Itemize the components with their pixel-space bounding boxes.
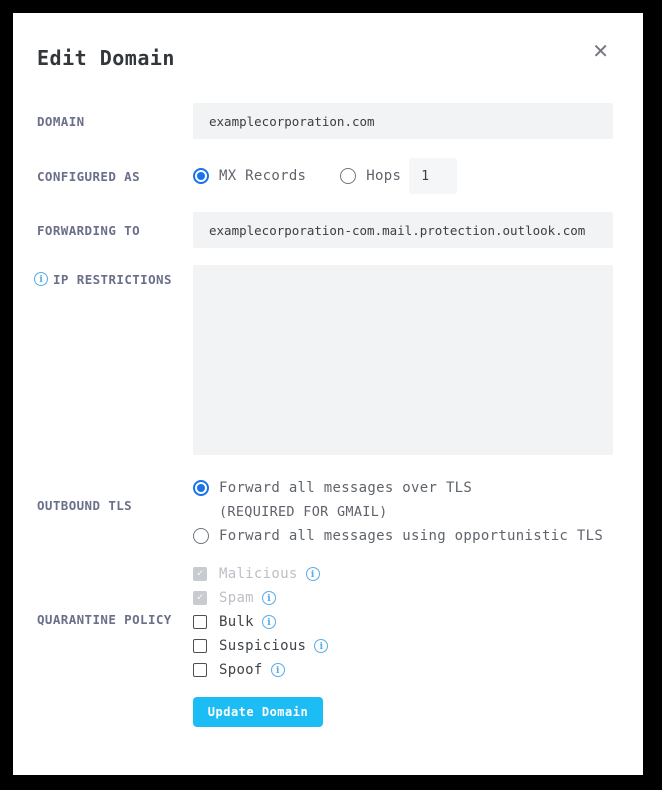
close-button[interactable] [590,39,611,63]
modal-title: Edit Domain [37,46,175,70]
forwarding-to-label: FORWARDING TO [37,222,141,238]
info-icon[interactable]: i [262,591,276,605]
radio-selected-icon [193,168,209,184]
checkbox-checked-disabled-icon: ✓ [193,567,207,581]
tls-forced-radio-label: Forward all messages over TLS [219,480,473,496]
tls-forced-radio[interactable] [193,476,613,500]
mx-records-radio[interactable] [193,168,306,184]
ip-restrictions-textarea[interactable] [193,265,613,455]
malicious-checkbox-label: Malicious [219,566,298,582]
bulk-checkbox-label: Bulk [219,614,254,630]
info-icon[interactable]: i [306,567,320,581]
tls-opportunistic-radio-label: Forward all messages using opportunistic TLS [219,528,604,544]
tls-opportunistic-radio[interactable] [193,524,613,548]
domain-label: DOMAIN [37,113,85,129]
hops-radio[interactable] [340,168,401,184]
forwarding-to-row [37,212,613,248]
info-icon[interactable]: i [34,272,48,286]
info-icon[interactable]: i [314,639,328,653]
configured-as-label: CONFIGURED AS [37,168,141,184]
modal-header [37,39,613,71]
mx-records-radio-label: MX Records [219,168,307,184]
configured-as-row [37,158,613,194]
edit-domain-modal [13,13,643,775]
quarantine-option-suspicious[interactable] [193,634,613,658]
update-domain-button[interactable]: Update Domain [193,697,323,727]
quarantine-option-malicious [193,562,613,586]
radio-selected-icon [193,480,209,496]
outbound-tls-row [37,476,613,548]
checkbox-checked-disabled-icon: ✓ [193,591,207,605]
quarantine-policy-row [37,562,613,682]
quarantine-policy-label: QUARANTINE POLICY [37,612,172,627]
radio-unselected-icon [193,528,209,544]
spam-checkbox-label: Spam [219,590,254,606]
info-icon[interactable]: i [262,615,276,629]
ip-restrictions-label: IP RESTRICTIONS [53,272,172,287]
radio-unselected-icon [340,168,356,184]
quarantine-option-spam [193,586,613,610]
checkbox-unchecked-icon[interactable] [193,663,207,677]
close-icon: ✕ [592,39,609,63]
tls-forced-sublabel: (REQUIRED FOR GMAIL) [219,504,388,520]
domain-row [37,103,613,139]
info-icon[interactable]: i [271,663,285,677]
forwarding-to-input[interactable] [193,212,613,248]
domain-input[interactable] [193,103,613,139]
quarantine-option-spoof[interactable] [193,658,613,682]
button-row [37,697,613,727]
ip-restrictions-row [37,265,613,455]
hops-radio-label: Hops [366,168,402,184]
suspicious-checkbox-label: Suspicious [219,638,307,654]
quarantine-option-bulk[interactable] [193,610,613,634]
checkbox-unchecked-icon[interactable] [193,639,207,653]
checkbox-unchecked-icon[interactable] [193,615,207,629]
tls-forced-sublabel-line [193,500,613,524]
spoof-checkbox-label: Spoof [219,662,263,678]
outbound-tls-label: OUTBOUND TLS [37,498,133,513]
hops-input[interactable] [409,158,457,194]
